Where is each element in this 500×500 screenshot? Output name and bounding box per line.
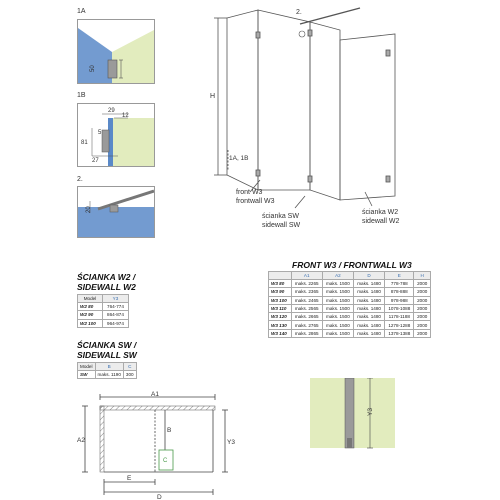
detail-2-panel [77, 186, 155, 238]
table-row [269, 288, 431, 296]
cell-value: maks. 2365 [291, 288, 322, 296]
callout-sidewall-w2: ścianka W2 sidewall W2 [362, 209, 400, 225]
table-row [269, 321, 431, 329]
cell-value: maks. 1500 [322, 313, 353, 321]
table-row [269, 280, 431, 288]
w2-table [77, 294, 129, 328]
cell-value: 978-988 [385, 296, 414, 304]
detail-2-drawing [78, 187, 154, 237]
wall-surface [112, 30, 154, 83]
cell-model: W3 90 [269, 288, 292, 296]
plan-dim-c: C [163, 458, 168, 464]
wall-bracket [102, 130, 109, 152]
header-h: H [414, 272, 431, 280]
corner-dim-y3: Y3 [367, 408, 374, 416]
dim-50: 50 [90, 65, 96, 72]
cell-model: W3 130 [269, 321, 292, 329]
sw-table [77, 362, 137, 379]
plan-dim-a2: A2 [77, 437, 85, 444]
header-a1: A1 [291, 272, 322, 280]
cell-value: maks. 1190 [95, 371, 123, 379]
cell-model: W3 140 [269, 329, 292, 337]
cell-value: 864-874 [102, 311, 128, 319]
header-y3: Y3 [102, 295, 128, 303]
cell-value: 1078-1088 [385, 304, 414, 312]
cell-value: 2000 [414, 329, 431, 337]
plan-dim-y3: Y3 [227, 439, 235, 446]
bar-clamp [110, 205, 118, 212]
detail-1a-drawing [78, 20, 154, 83]
cell-value: 2000 [414, 313, 431, 321]
cell-value: 300 [123, 371, 136, 379]
ref-1a-1b: 1A, 1B [229, 155, 249, 162]
dim-27: 27 [92, 158, 99, 164]
cell-value: 1378-1388 [385, 329, 414, 337]
back-wall [100, 406, 215, 410]
header-b: B [95, 363, 123, 371]
cell-model: W3 80 [269, 280, 292, 288]
cell-value: maks. 1480 [353, 313, 384, 321]
cell-model: W2 100 [78, 319, 103, 327]
plan-dim-d: D [157, 494, 162, 500]
callout-sidewall-sw: ścianka SW sidewall SW [262, 213, 301, 229]
corner-detail [310, 378, 395, 478]
detail-1b-panel [77, 103, 155, 167]
cell-value: maks. 2865 [291, 329, 322, 337]
cell-value: maks. 2665 [291, 313, 322, 321]
cell-value: maks. 1480 [353, 296, 384, 304]
header-c: C [123, 363, 136, 371]
cell-model: W2 90 [78, 311, 103, 319]
header-e: E [385, 272, 414, 280]
table-row [78, 371, 137, 379]
table-row [269, 313, 431, 321]
cell-value: maks. 1500 [322, 321, 353, 329]
cell-value: maks. 1480 [353, 321, 384, 329]
corner-bracket [347, 438, 352, 448]
plan-dim-b: B [167, 427, 172, 434]
sidewall-w2-panel [340, 34, 395, 200]
header-model: Model [78, 363, 96, 371]
cell-value: maks. 2265 [291, 280, 322, 288]
detail-1a-panel [77, 19, 155, 84]
cell-value: maks. 2565 [291, 304, 322, 312]
table-row [269, 329, 431, 337]
cell-value: 2000 [414, 321, 431, 329]
cell-value: 2000 [414, 304, 431, 312]
header-d: D [353, 272, 384, 280]
cell-value: maks. 2465 [291, 296, 322, 304]
plan-dim-a1: A1 [151, 391, 159, 398]
front-panel-left [227, 10, 258, 190]
cell-value: 1278-1288 [385, 321, 414, 329]
w2-table-title: ŚCIANKA W2 / SIDEWALL W2 [77, 272, 136, 292]
table-row [269, 304, 431, 312]
header-model: Model [78, 295, 103, 303]
cell-value: 878-888 [385, 288, 414, 296]
cell-value: maks. 1480 [353, 329, 384, 337]
front-w3-table [268, 271, 431, 338]
cell-value: maks. 1480 [353, 288, 384, 296]
wall-surface-right [354, 378, 395, 448]
cell-value: 764-774 [102, 303, 128, 311]
cell-value: maks. 1500 [322, 280, 353, 288]
cell-value: maks. 1500 [322, 288, 353, 296]
cell-value: 964-974 [102, 319, 128, 327]
cell-value: maks. 1500 [322, 304, 353, 312]
cell-value: maks. 1480 [353, 280, 384, 288]
table-row [78, 311, 129, 319]
cell-value: maks. 2765 [291, 321, 322, 329]
cell-model: W3 120 [269, 313, 292, 321]
wall-surface-left [310, 378, 345, 448]
cell-value: maks. 1480 [353, 304, 384, 312]
table-row [269, 296, 431, 304]
detail-1a-label: 1A [77, 8, 86, 15]
cell-value: 2000 [414, 280, 431, 288]
detail-2-label: 2. [77, 176, 83, 183]
corner-profile [345, 378, 354, 448]
wall-bracket [108, 60, 117, 78]
wall-surface [112, 118, 154, 166]
dim-h: H [210, 93, 216, 100]
left-wall [100, 406, 104, 472]
plan-dim-e: E [127, 475, 132, 482]
stabilizer-bar [98, 191, 154, 209]
dim-12: 12 [122, 113, 129, 119]
detail-1b-label: 1B [77, 92, 86, 99]
dim-5: 5 [98, 130, 102, 136]
ref-2: 2. [296, 9, 302, 16]
dim-20: 20 [86, 206, 92, 213]
cell-value: 1178-1188 [385, 313, 414, 321]
front-table-title: FRONT W3 / FRONTWALL W3 [292, 260, 412, 270]
cell-value: 2000 [414, 288, 431, 296]
cell-value: 2000 [414, 296, 431, 304]
cell-value: maks. 1500 [322, 296, 353, 304]
detail-1b-drawing [78, 104, 154, 166]
cell-value: 778-788 [385, 280, 414, 288]
callout-front-w3: front W3 frontwall W3 [236, 189, 275, 205]
cell-model: W3 100 [269, 296, 292, 304]
header-model [269, 272, 292, 280]
dim-29: 29 [108, 108, 115, 114]
header-a2: A2 [322, 272, 353, 280]
dim-81: 81 [81, 140, 88, 146]
sw-table-title: ŚCIANKA SW / SIDEWALL SW [77, 340, 137, 360]
sidewall-sw-panel [310, 22, 340, 200]
table-row [78, 319, 129, 327]
plan-view [75, 388, 240, 500]
cell-model: SW [78, 371, 96, 379]
cell-value: maks. 1500 [322, 329, 353, 337]
cell-model: W3 110 [269, 304, 292, 312]
glass-panel [78, 28, 112, 83]
table-row [78, 303, 129, 311]
cell-model: W2 80 [78, 303, 103, 311]
